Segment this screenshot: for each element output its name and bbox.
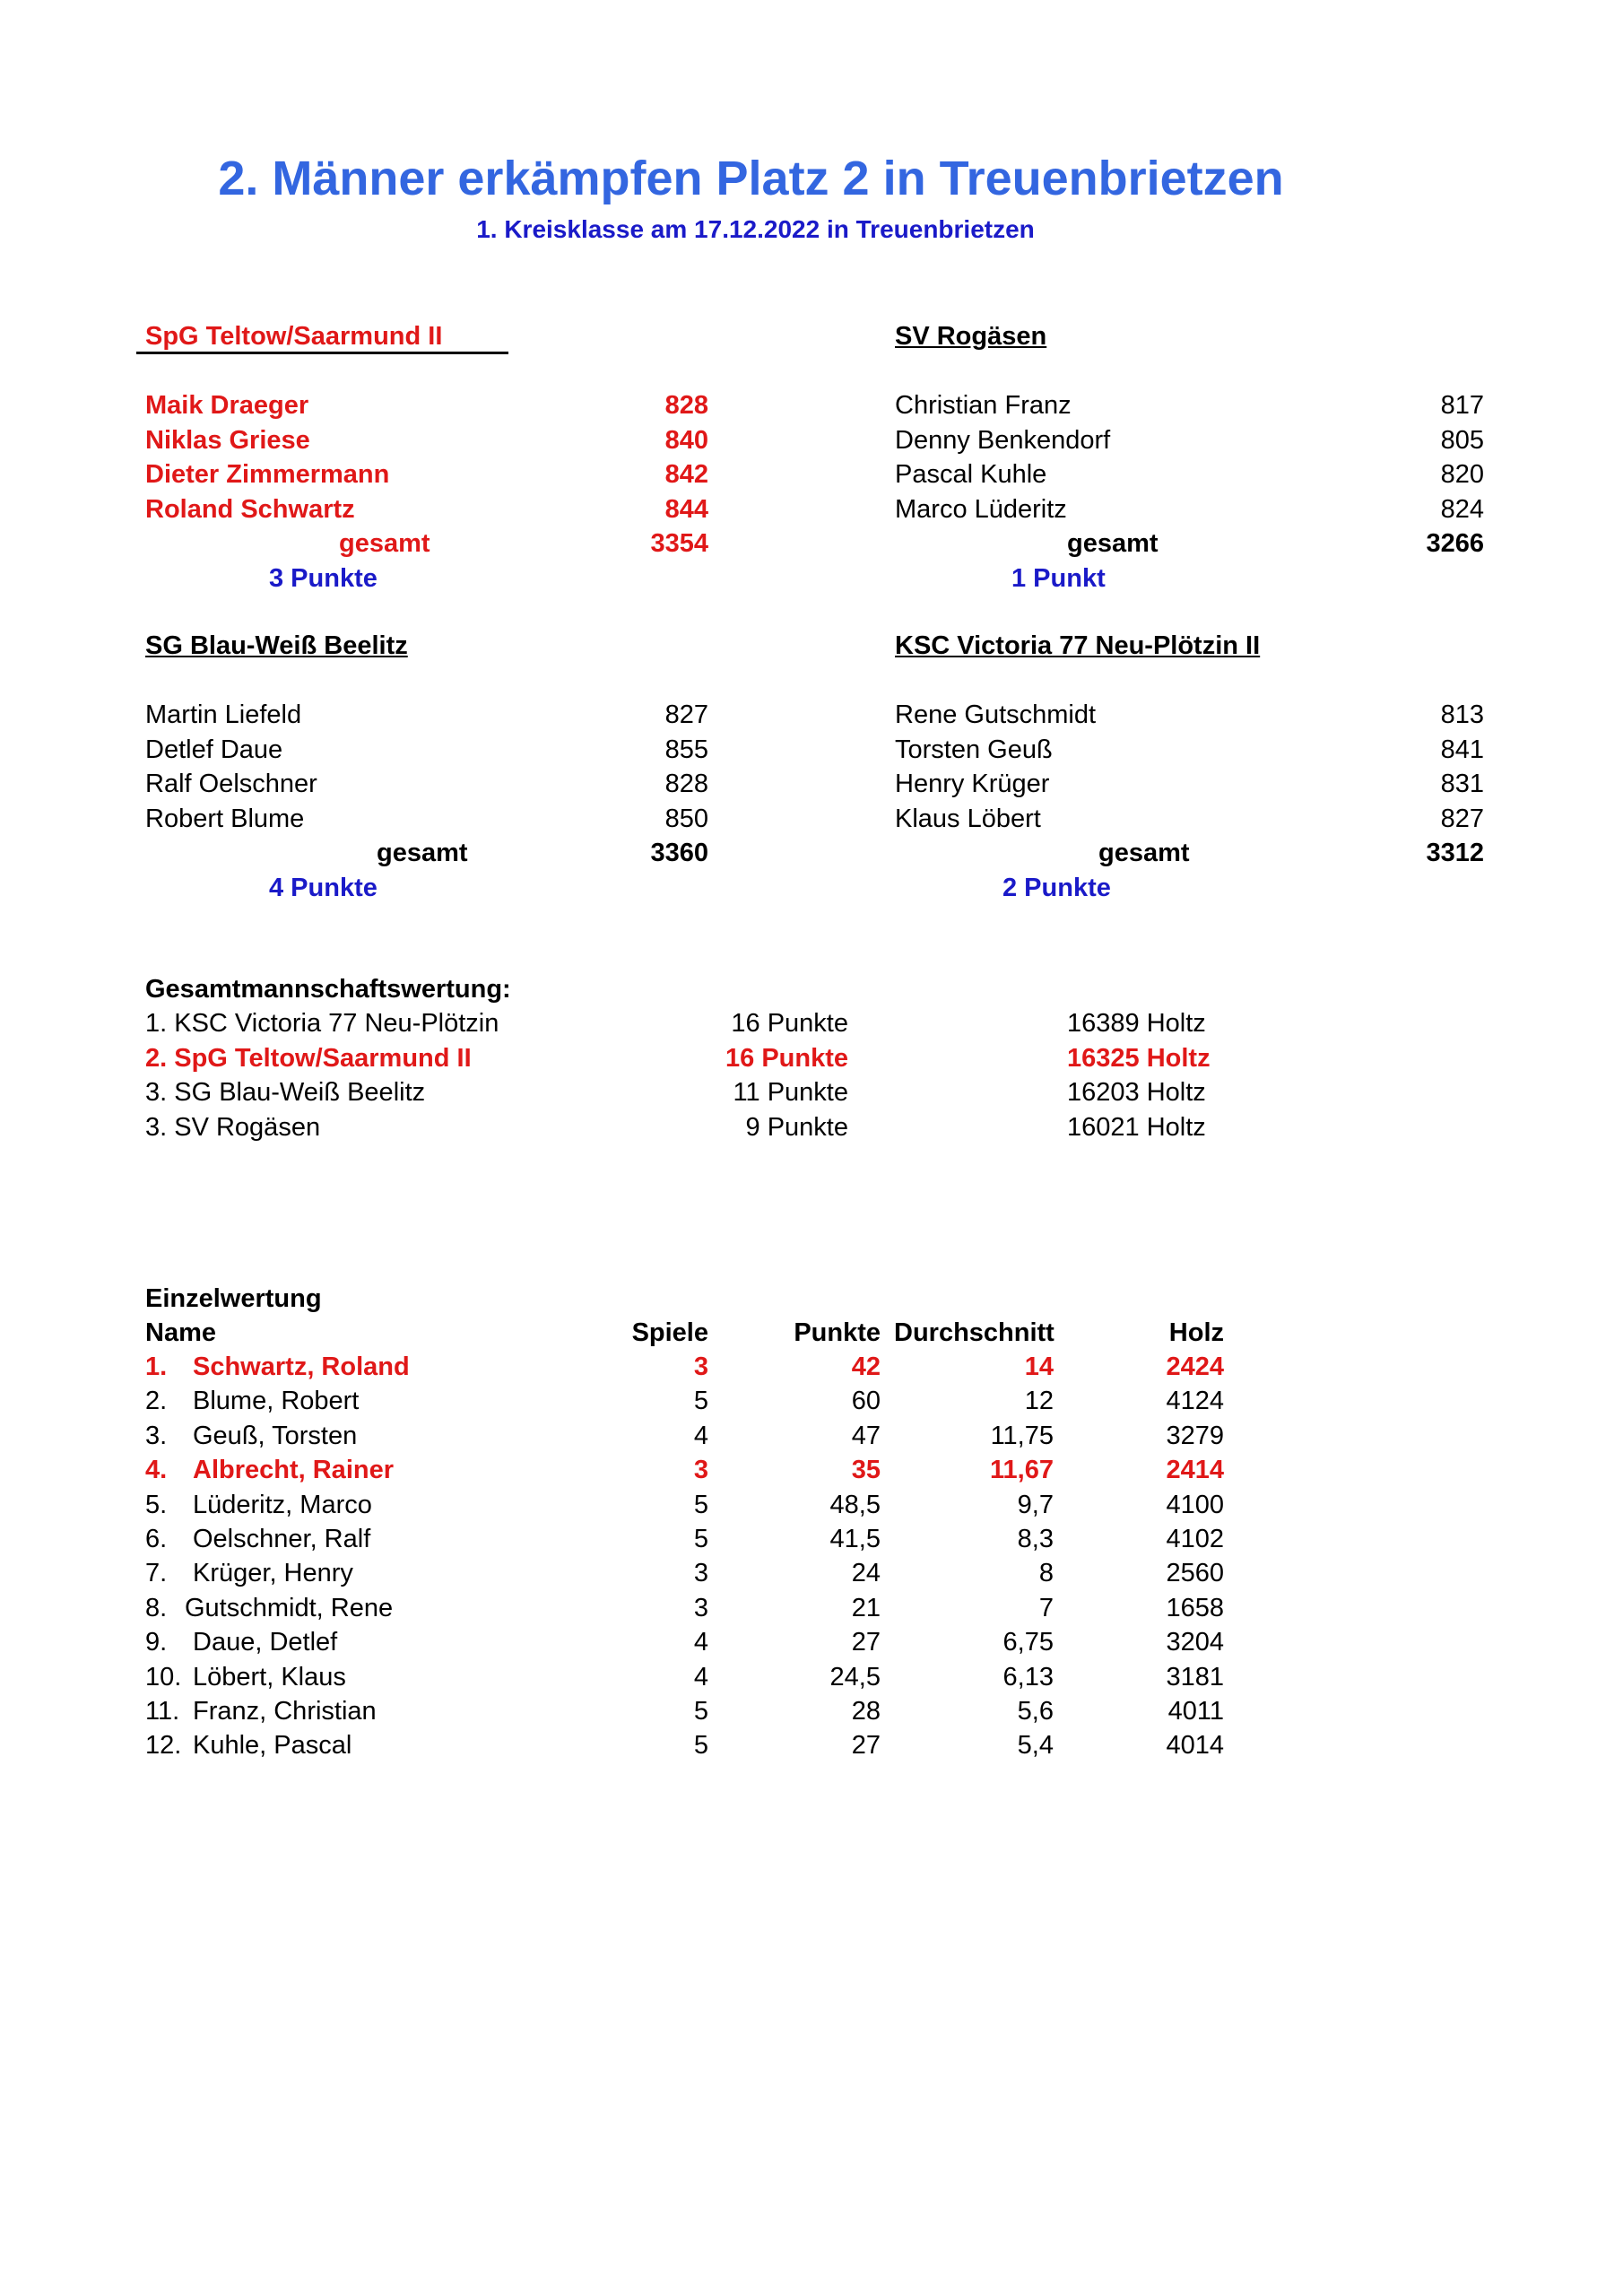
standings-holz: 16325 Holtz — [1067, 1043, 1211, 1073]
games-count: 5 — [693, 1387, 708, 1416]
player-name: Martin Liefeld — [145, 700, 302, 729]
rank-number: 12. — [145, 1731, 182, 1761]
average-value: 6,13 — [1002, 1662, 1054, 1692]
player-name: Marco Lüderitz — [895, 494, 1067, 524]
player-score: 855 — [664, 735, 708, 764]
standings-points: 16 Punkte — [731, 1009, 848, 1038]
player-name: Rene Gutschmidt — [895, 700, 1097, 729]
player-name: Daue, Detlef — [193, 1628, 338, 1657]
points-value: 60 — [851, 1387, 881, 1416]
header-holz: Holz — [1168, 1318, 1224, 1347]
player-name: Detlef Daue — [145, 735, 283, 764]
average-value: 5,6 — [1017, 1697, 1054, 1726]
player-name: Roland Schwartz — [145, 494, 355, 524]
heading-underline — [136, 352, 508, 354]
holz-value: 3279 — [1166, 1421, 1224, 1450]
team-heading: KSC Victoria 77 Neu-Plötzin II — [895, 631, 1261, 660]
player-name: Kuhle, Pascal — [193, 1731, 352, 1761]
average-value: 11,75 — [990, 1421, 1054, 1450]
player-score: 828 — [664, 770, 708, 798]
average-value: 11,67 — [990, 1456, 1054, 1485]
points-value: 24 — [851, 1559, 881, 1588]
team-total: 3266 — [1426, 529, 1484, 558]
total-label: gesamt — [1067, 529, 1159, 558]
games-count: 5 — [693, 1697, 708, 1726]
player-name: Henry Krüger — [895, 770, 1050, 798]
games-count: 3 — [693, 1559, 708, 1588]
team-total: 3312 — [1426, 839, 1484, 867]
team-heading: SG Blau-Weiß Beelitz — [145, 631, 408, 660]
standings-holz: 16203 Holtz — [1067, 1078, 1206, 1107]
standings-heading: Gesamtmannschaftswertung: — [145, 975, 511, 1004]
rank-number: 7. — [145, 1559, 168, 1588]
points-value: 28 — [851, 1697, 881, 1726]
rank-number: 8. — [145, 1593, 168, 1622]
standings-team: 2. SpG Teltow/Saarmund II — [145, 1043, 472, 1073]
page-title: 2. Männer erkämpfen Platz 2 in Treuenbrietzen — [218, 152, 1284, 205]
team-heading: SpG Teltow/Saarmund II — [145, 322, 443, 351]
average-value: 5,4 — [1017, 1731, 1054, 1761]
player-score: 820 — [1440, 460, 1484, 489]
average-value: 6,75 — [1002, 1628, 1054, 1657]
header-punkte: Punkte — [794, 1318, 881, 1347]
player-name: Gutschmidt, Rene — [185, 1593, 394, 1622]
player-score: 840 — [664, 425, 708, 455]
rank-number: 5. — [145, 1490, 168, 1519]
player-name: Albrecht, Rainer — [193, 1456, 394, 1485]
points-value: 42 — [851, 1352, 881, 1381]
points-value: 35 — [851, 1456, 881, 1485]
player-score: 827 — [1440, 804, 1484, 833]
standings-team: 3. SV Rogäsen — [145, 1112, 321, 1142]
rank-number: 1. — [145, 1352, 168, 1381]
individual-heading: Einzelwertung — [145, 1284, 322, 1313]
holz-value: 4011 — [1167, 1697, 1224, 1726]
player-score: 841 — [1440, 735, 1484, 764]
standings-points: 9 Punkte — [745, 1112, 848, 1142]
average-value: 12 — [1024, 1387, 1054, 1416]
player-name: Niklas Griese — [145, 425, 310, 455]
holz-value: 2424 — [1166, 1352, 1224, 1381]
player-name: Denny Benkendorf — [895, 425, 1111, 455]
team-total: 3354 — [650, 529, 708, 558]
player-name: Franz, Christian — [193, 1697, 377, 1726]
header-durchschnitt: Durchschnitt — [894, 1318, 1055, 1347]
games-count: 4 — [693, 1662, 708, 1692]
player-name: Ralf Oelschner — [145, 770, 317, 798]
player-score: 805 — [1440, 425, 1484, 455]
player-score: 824 — [1440, 494, 1484, 524]
standings-holz: 16021 Holtz — [1067, 1112, 1206, 1142]
holz-value: 3204 — [1166, 1628, 1224, 1657]
match-points: 2 Punkte — [1002, 873, 1111, 902]
player-name: Blume, Robert — [193, 1387, 360, 1416]
player-name: Klaus Löbert — [895, 804, 1041, 833]
average-value: 9,7 — [1017, 1490, 1054, 1519]
player-name: Robert Blume — [145, 804, 305, 833]
player-score: 813 — [1440, 700, 1484, 729]
points-value: 21 — [851, 1593, 881, 1622]
standings-points: 11 Punkte — [733, 1078, 848, 1107]
holz-value: 3181 — [1166, 1662, 1224, 1692]
standings-holz: 16389 Holtz — [1067, 1009, 1206, 1038]
total-label: gesamt — [377, 839, 468, 867]
player-name: Oelschner, Ralf — [193, 1525, 371, 1553]
points-value: 27 — [851, 1731, 881, 1761]
rank-number: 11. — [145, 1697, 180, 1726]
points-value: 47 — [851, 1421, 881, 1450]
player-name: Krüger, Henry — [193, 1559, 353, 1588]
games-count: 5 — [693, 1525, 708, 1553]
player-score: 844 — [664, 494, 708, 524]
rank-number: 4. — [145, 1456, 168, 1485]
points-value: 27 — [851, 1628, 881, 1657]
games-count: 3 — [693, 1456, 708, 1485]
average-value: 14 — [1024, 1352, 1054, 1381]
player-name: Löbert, Klaus — [193, 1662, 346, 1692]
points-value: 24,5 — [829, 1662, 881, 1692]
player-score: 831 — [1440, 770, 1484, 798]
standings-team: 3. SG Blau-Weiß Beelitz — [145, 1078, 426, 1107]
player-name: Pascal Kuhle — [895, 460, 1047, 489]
page-subtitle: 1. Kreisklasse am 17.12.2022 in Treuenbrietzen — [476, 215, 1035, 243]
holz-value: 4014 — [1166, 1731, 1224, 1761]
player-score: 850 — [664, 804, 708, 833]
team-total: 3360 — [650, 839, 708, 867]
player-score: 827 — [664, 700, 708, 729]
rank-number: 6. — [145, 1525, 168, 1553]
games-count: 4 — [693, 1628, 708, 1657]
player-score: 842 — [664, 460, 708, 489]
holz-value: 2560 — [1166, 1559, 1224, 1588]
games-count: 5 — [693, 1490, 708, 1519]
holz-value: 1658 — [1166, 1593, 1224, 1622]
rank-number: 2. — [145, 1387, 168, 1416]
rank-number: 3. — [145, 1421, 168, 1450]
player-score: 817 — [1440, 391, 1484, 420]
match-points: 1 Punkt — [1011, 563, 1106, 593]
header-spiele: Spiele — [631, 1318, 708, 1347]
holz-value: 2414 — [1166, 1456, 1224, 1485]
total-label: gesamt — [339, 529, 430, 558]
player-name: Lüderitz, Marco — [193, 1490, 372, 1519]
standings-team: 1. KSC Victoria 77 Neu-Plötzin — [145, 1009, 499, 1038]
rank-number: 10. — [145, 1662, 182, 1692]
team-heading: SV Rogäsen — [895, 322, 1047, 351]
standings-points: 16 Punkte — [725, 1043, 848, 1073]
games-count: 3 — [693, 1593, 708, 1622]
games-count: 5 — [693, 1731, 708, 1761]
match-points: 4 Punkte — [269, 873, 378, 902]
rank-number: 9. — [145, 1628, 168, 1657]
average-value: 8 — [1038, 1559, 1054, 1588]
points-value: 48,5 — [829, 1490, 881, 1519]
holz-value: 4100 — [1166, 1490, 1224, 1519]
player-score: 828 — [664, 391, 708, 420]
total-label: gesamt — [1098, 839, 1190, 867]
points-value: 41,5 — [829, 1525, 881, 1553]
average-value: 8,3 — [1017, 1525, 1054, 1553]
player-name: Geuß, Torsten — [193, 1421, 358, 1450]
holz-value: 4102 — [1166, 1525, 1224, 1553]
match-points: 3 Punkte — [269, 563, 378, 593]
player-name: Christian Franz — [895, 391, 1072, 420]
games-count: 4 — [693, 1421, 708, 1450]
player-name: Dieter Zimmermann — [145, 460, 390, 489]
games-count: 3 — [693, 1352, 708, 1381]
header-name: Name — [145, 1318, 216, 1347]
player-name: Schwartz, Roland — [193, 1352, 410, 1381]
holz-value: 4124 — [1166, 1387, 1224, 1416]
player-name: Torsten Geuß — [895, 735, 1053, 764]
average-value: 7 — [1038, 1593, 1054, 1622]
player-name: Maik Draeger — [145, 391, 309, 420]
